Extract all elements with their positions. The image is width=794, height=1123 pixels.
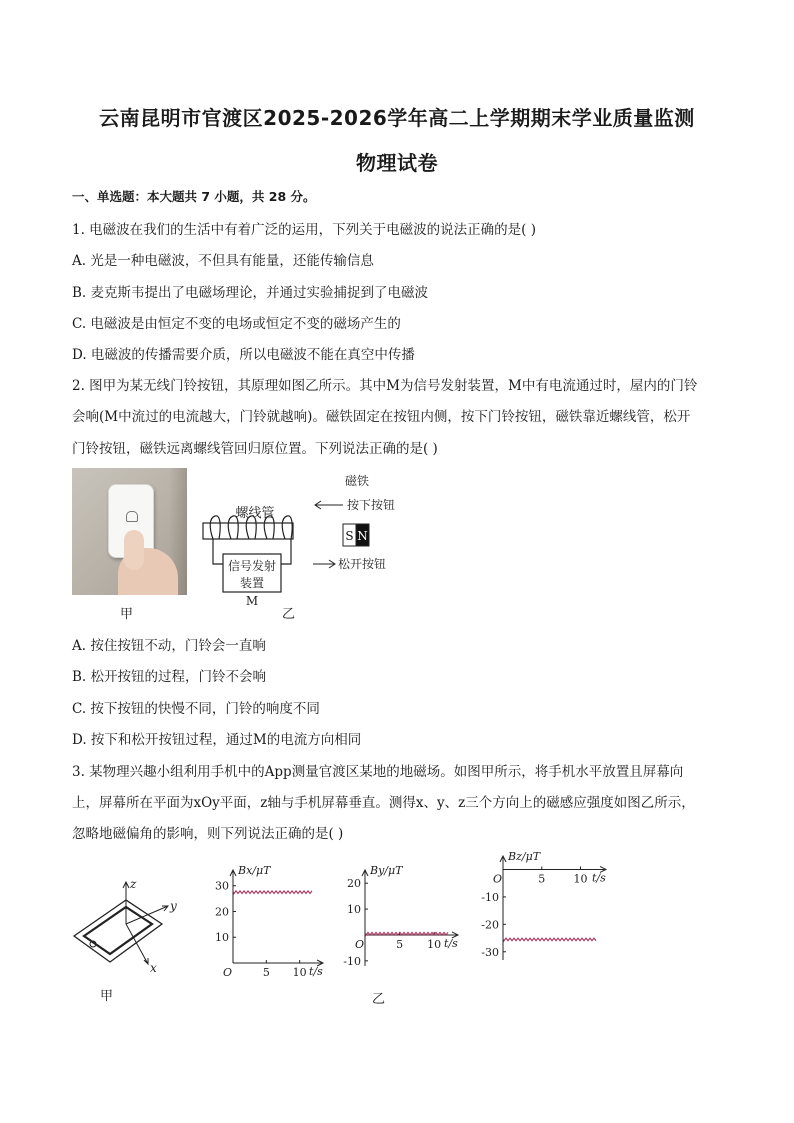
phone-outer-frame [74, 900, 162, 962]
doorbell-photo [72, 468, 187, 595]
origin-label: O [223, 966, 233, 978]
device-m-label: M [245, 594, 259, 608]
press-label: 按下按钮 [347, 498, 396, 512]
origin-label: O [355, 937, 365, 951]
axis-y-label: y [170, 899, 177, 913]
q3-stem-line-1: 3. 某物理兴趣小组利用手机中的App测量官渡区某地的地磁场。如图甲所示，将手机水平放置且屏幕向 [72, 764, 684, 780]
q2-stem-line-3: 门铃按钮，磁铁远离螺线管回归原位置。下列说法正确的是( ) [72, 441, 438, 457]
q2-caption-right: 乙 [282, 607, 296, 622]
q1-stem: 1. 电磁波在我们的生活中有着广泛的运用，下列关于电磁波的说法正确的是( ) [72, 222, 536, 238]
y-tick-label: -10 [481, 890, 499, 904]
x-axis-line [503, 866, 606, 872]
wire-right [281, 539, 291, 564]
y-axis-line [230, 870, 236, 963]
q3-stem-line-3: 忽略地磁偏角的影响，则下列说法正确的是( ) [72, 826, 344, 842]
q2-option-d: D. 按下和松开按钮过程，通过M的电流方向相同 [72, 732, 362, 748]
wire-left [213, 539, 223, 564]
bell-icon [126, 511, 138, 522]
x-tick-label: 5 [396, 937, 404, 951]
q2-stem-line-2: 会响(M中流过的电流越大，门铃就越响)。磁铁固定在按钮内侧，按下门铃按钮，磁铁靠近螺线管，松开 [72, 409, 691, 425]
phone-axes-figure [68, 872, 188, 982]
chart-by [340, 858, 475, 978]
q1-option-d: D. 电磁波的传播需要介质，所以电磁波不能在真空中传播 [72, 347, 415, 363]
y-axis-label: Bx/μT [238, 864, 271, 877]
chart-bx [208, 858, 338, 978]
y-tick-label: -10 [343, 954, 361, 968]
origin-label: O [493, 872, 503, 886]
doorbell-schematic [195, 468, 405, 618]
q1-option-a: A. 光是一种电磁波，不但具有能量，还能传输信息 [72, 253, 374, 269]
y-tick-label: 20 [215, 905, 229, 919]
y-tick-label: 20 [347, 877, 361, 891]
x-tick-label: 10 [573, 872, 588, 886]
x-tick-label: 10 [427, 937, 442, 951]
q3-stem-line-2: 上，屏幕所在平面为xOy平面，z轴与手机屏幕垂直。测得x、y、z三个方向上的磁感应强度如图乙所示， [72, 795, 695, 811]
page-subtitle: 物理试卷 [356, 151, 438, 175]
chart-bz [478, 848, 618, 973]
q2-option-a: A. 按住按钮不动，门铃会一直响 [72, 638, 266, 654]
page-title: 云南昆明市官渡区2025-2026学年高二上学期期末学业质量监测 [99, 106, 695, 130]
device-label-2: 装置 [239, 576, 265, 590]
x-tick-label: 10 [292, 966, 307, 978]
series-line [234, 891, 312, 894]
press-arrow [315, 501, 343, 509]
series-line [504, 938, 596, 941]
q2-stem-line-1: 2. 图甲为某无线门铃按钮，其原理如图乙所示。其中M为信号发射装置，M中有电流通过时，屋内的门铃 [72, 378, 698, 394]
x-tick-label: 5 [538, 872, 546, 886]
q1-option-c: C. 电磁波是由恒定不变的电场或恒定不变的磁场产生的 [72, 316, 401, 332]
device-label-1: 信号发射 [227, 559, 277, 573]
q1-option-b: B. 麦克斯韦提出了电磁场理论，并通过实验捕捉到了电磁波 [72, 285, 429, 301]
y-tick-label: -20 [481, 918, 499, 932]
coil-label: 螺线管 [235, 506, 275, 521]
section-heading: 一、单选题：本大题共 7 小题，共 28 分。 [72, 189, 316, 204]
x-axis-label: t/s [444, 936, 458, 950]
magnet-label: 磁铁 [344, 474, 370, 488]
release-label: 松开按钮 [338, 557, 387, 571]
y-tick-label: 30 [215, 879, 229, 893]
y-axis-line [362, 870, 368, 966]
q3-caption-right: 乙 [372, 992, 386, 1007]
pole-n-label: N [357, 529, 368, 543]
y-axis-label: Bz/μT [508, 850, 541, 863]
z-axis [123, 882, 129, 924]
y-axis-label: By/μT [370, 864, 403, 877]
y-tick-label: -30 [481, 945, 499, 959]
x-tick-label: 5 [262, 966, 270, 978]
q2-option-c: C. 按下按钮的快慢不同，门铃的响度不同 [72, 701, 320, 717]
axis-x-label: x [150, 961, 157, 975]
q3-caption-left: 甲 [100, 989, 114, 1004]
y-tick-label: 10 [347, 903, 361, 917]
finger-image [124, 530, 144, 570]
q2-caption-left: 甲 [120, 607, 134, 622]
x-axis-label: t/s [592, 871, 606, 885]
q2-option-b: B. 松开按钮的过程，门铃不会响 [72, 669, 267, 685]
pole-s-label: S [345, 529, 354, 543]
y-tick-label: 10 [215, 931, 229, 945]
x-axis-label: t/s [309, 965, 323, 978]
axis-z-label: z [130, 877, 137, 891]
release-arrow [313, 560, 335, 568]
